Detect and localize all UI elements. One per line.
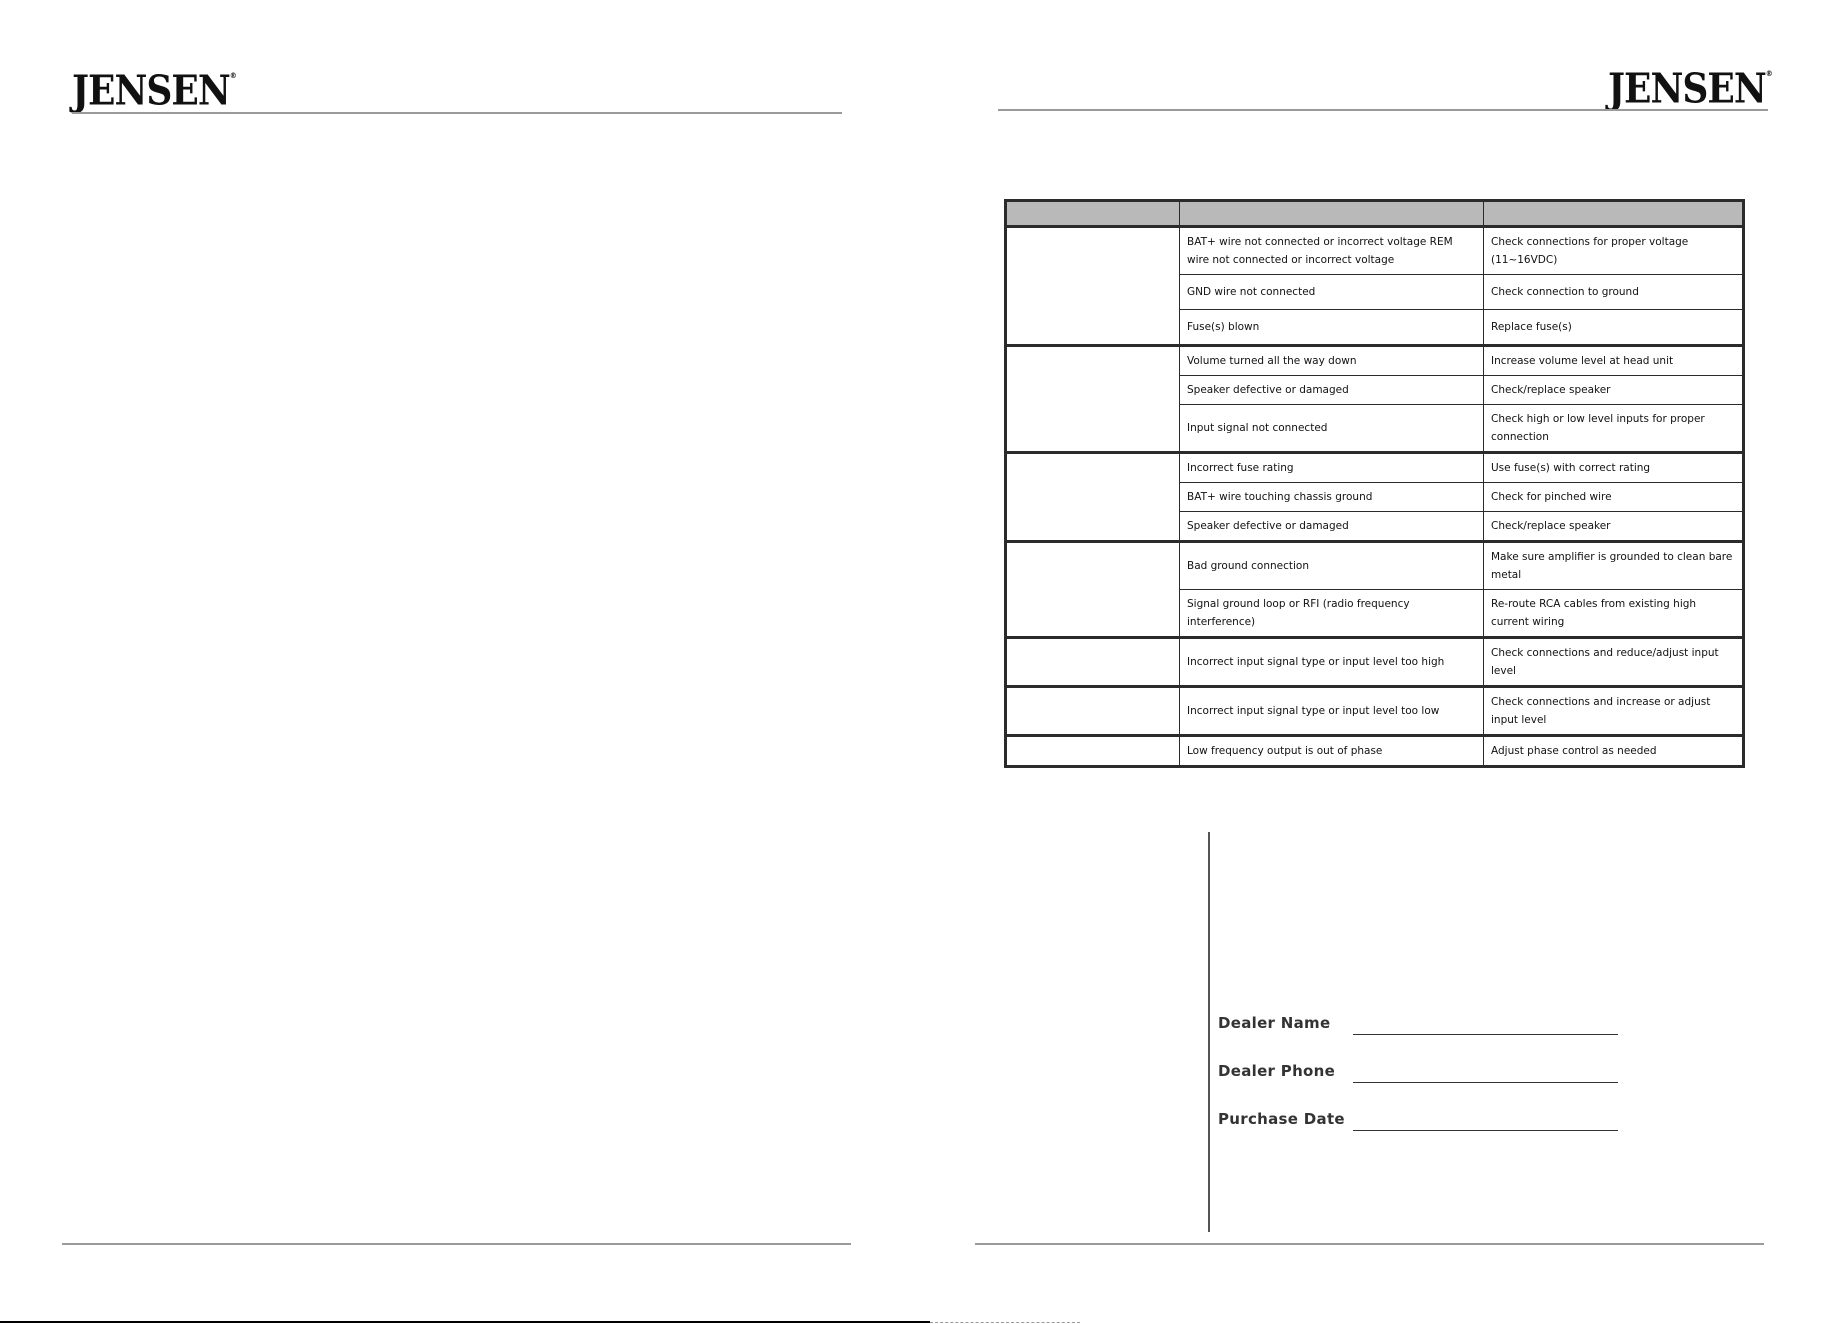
dealer-name-row xyxy=(1218,1014,1618,1038)
cause-cell: Bad ground connection xyxy=(1180,542,1484,590)
symptom-cell xyxy=(1006,542,1180,638)
dealer-info-divider xyxy=(1208,832,1210,1232)
solution-cell: Re-route RCA cables from existing high current wiring xyxy=(1484,590,1744,638)
cause-cell: Signal ground loop or RFI (radio frequency interference) xyxy=(1180,590,1484,638)
cause-cell: BAT+ wire touching chassis ground xyxy=(1180,483,1484,512)
table-row xyxy=(1006,638,1744,687)
jensen-logo-right: JENSEN® xyxy=(1608,64,1772,113)
header-cause xyxy=(1180,201,1484,227)
table-row xyxy=(1006,542,1744,590)
solution-cell: Check connections for proper voltage (11~16VDC) xyxy=(1484,227,1744,275)
solution-cell: Use fuse(s) with correct rating xyxy=(1484,453,1744,483)
left-header-rule xyxy=(72,112,842,114)
purchase-date-row xyxy=(1218,1110,1618,1134)
cause-cell: Speaker defective or damaged xyxy=(1180,376,1484,405)
jensen-logo-left: JENSEN® xyxy=(72,66,236,115)
cause-cell: Speaker defective or damaged xyxy=(1180,512,1484,542)
page-bottom-edge xyxy=(0,1321,930,1323)
troubleshooting-table xyxy=(1004,199,1745,768)
cause-cell: Input signal not connected xyxy=(1180,405,1484,453)
cause-cell: Fuse(s) blown xyxy=(1180,310,1484,346)
symptom-cell xyxy=(1006,638,1180,687)
symptom-cell xyxy=(1006,687,1180,736)
cause-cell: Incorrect input signal type or input level too high xyxy=(1180,638,1484,687)
table-row xyxy=(1006,346,1744,376)
dealer-name-field[interactable] xyxy=(1353,1034,1618,1035)
dealer-phone-field[interactable] xyxy=(1353,1082,1618,1083)
page-bottom-edge-dashed xyxy=(930,1322,1080,1323)
solution-cell: Check high or low level inputs for proper connection xyxy=(1484,405,1744,453)
table-header-row xyxy=(1006,201,1744,227)
solution-cell: Make sure amplifier is grounded to clean bare metal xyxy=(1484,542,1744,590)
solution-cell: Check/replace speaker xyxy=(1484,376,1744,405)
table-row xyxy=(1006,736,1744,767)
table-row xyxy=(1006,687,1744,736)
symptom-cell xyxy=(1006,453,1180,542)
header-solution xyxy=(1484,201,1744,227)
cause-cell: Low frequency output is out of phase xyxy=(1180,736,1484,767)
solution-cell: Increase volume level at head unit xyxy=(1484,346,1744,376)
cause-cell: Volume turned all the way down xyxy=(1180,346,1484,376)
solution-cell: Check for pinched wire xyxy=(1484,483,1744,512)
dealer-phone-label: Dealer Phone xyxy=(1218,1062,1336,1080)
solution-cell: Replace fuse(s) xyxy=(1484,310,1744,346)
purchase-date-field[interactable] xyxy=(1353,1130,1618,1131)
cause-cell: GND wire not connected xyxy=(1180,275,1484,310)
right-header-rule xyxy=(998,109,1768,111)
table-row xyxy=(1006,453,1744,483)
table-row xyxy=(1006,227,1744,275)
solution-cell: Check connections and increase or adjust input level xyxy=(1484,687,1744,736)
dealer-phone-row xyxy=(1218,1062,1618,1086)
solution-cell: Check/replace speaker xyxy=(1484,512,1744,542)
solution-cell: Check connection to ground xyxy=(1484,275,1744,310)
header-symptom xyxy=(1006,201,1180,227)
symptom-cell xyxy=(1006,736,1180,767)
right-footer-rule xyxy=(975,1243,1764,1245)
cause-cell: BAT+ wire not connected or incorrect voltage REM wire not connected or incorrect voltage xyxy=(1180,227,1484,275)
solution-cell: Check connections and reduce/adjust input level xyxy=(1484,638,1744,687)
left-footer-rule xyxy=(62,1243,851,1245)
symptom-cell xyxy=(1006,227,1180,346)
symptom-cell xyxy=(1006,346,1180,453)
solution-cell: Adjust phase control as needed xyxy=(1484,736,1744,767)
cause-cell: Incorrect input signal type or input level too low xyxy=(1180,687,1484,736)
cause-cell: Incorrect fuse rating xyxy=(1180,453,1484,483)
purchase-date-label: Purchase Date xyxy=(1218,1110,1345,1128)
dealer-name-label: Dealer Name xyxy=(1218,1014,1331,1032)
